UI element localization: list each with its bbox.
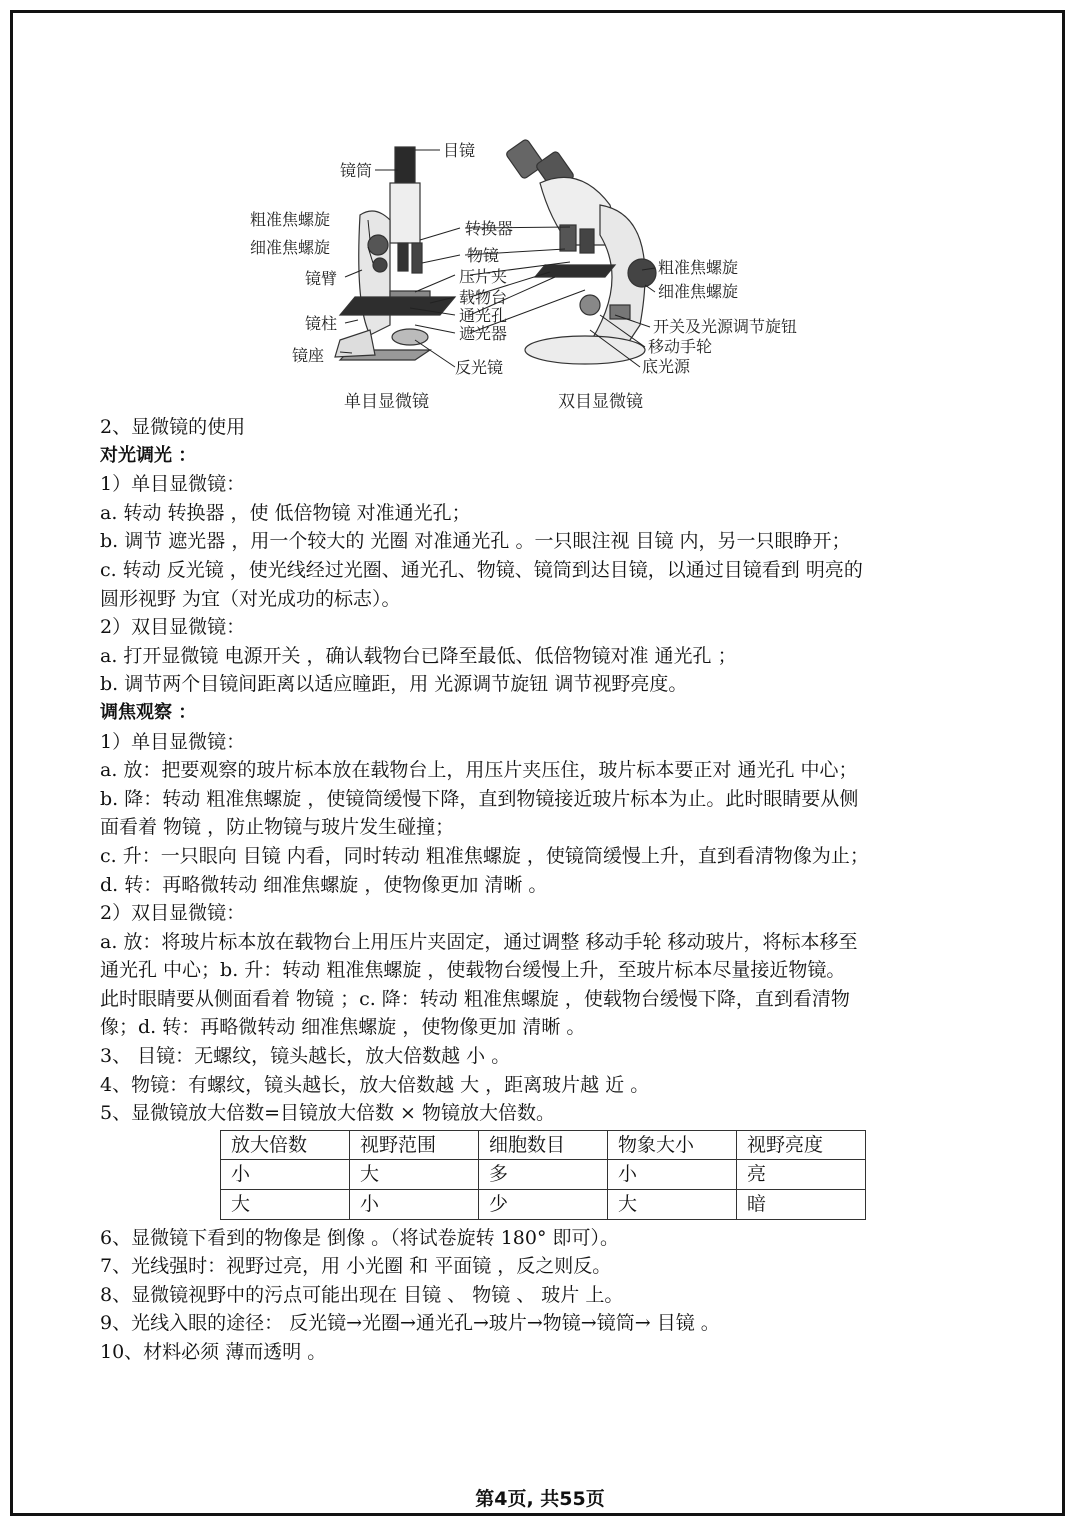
text-line: b. 调节两个目镜间距离以适应瞳距，用 光源调节旋钮 调节视野亮度。 — [100, 673, 688, 696]
text-line: 圆形视野 为宜（对光成功的标志）。 — [100, 587, 401, 610]
table-header-cell: 放大倍数 — [221, 1130, 350, 1160]
text-line: 4、物镜：有螺纹，镜头越长，放大倍数越 大 ，距离玻片越 近 。 — [100, 1073, 650, 1096]
table-cell: 大 — [221, 1190, 350, 1220]
table-header-cell: 物象大小 — [608, 1130, 737, 1160]
table-header-cell: 细胞数目 — [479, 1130, 608, 1160]
table-cell: 少 — [479, 1190, 608, 1220]
table-cell: 大 — [608, 1190, 737, 1220]
text-line: c. 转动 反光镜 ，使光线经过光圈、通光孔、物镜、镜筒到达目镜，以通过目镜看到 明亮的 — [100, 558, 863, 581]
label-coarse-focus-mono: 粗准焦螺旋 — [250, 210, 331, 229]
text-line: 2）双目显微镜： — [100, 616, 246, 639]
label-light-source: 底光源 — [642, 357, 691, 376]
label-arm: 镜臂 — [305, 269, 338, 288]
text-line: 8、显微镜视野中的污点可能出现在 目镜 、 物镜 、 玻片 上。 — [100, 1283, 624, 1306]
text-line: b. 调节 遮光器 ，用一个较大的 光圈 对准通光孔 。一只眼注视 目镜 内，另一只眼睁开； — [100, 530, 851, 553]
label-objective: 物镜 — [467, 246, 500, 265]
text-line: b. 降：转动 粗准焦螺旋 ，使镜筒缓慢下降，直到物镜接近玻片标本为止。此时眼睛要从侧 — [100, 787, 859, 810]
table-header-row — [221, 1130, 866, 1160]
table-cell: 小 — [608, 1160, 737, 1190]
table-row — [221, 1160, 866, 1190]
label-fine-focus-mono: 细准焦螺旋 — [250, 238, 331, 257]
text-line: 2、显微镜的使用 — [100, 416, 246, 438]
table-header-cell: 视野范围 — [350, 1130, 479, 1160]
text-line: 6、显微镜下看到的物像是 倒像 。（将试卷旋转 180° 即可）。 — [100, 1226, 620, 1249]
table-cell: 暗 — [737, 1190, 866, 1220]
microscope-figure — [240, 125, 840, 415]
label-stage-handwheel: 移动手轮 — [648, 337, 713, 356]
label-mirror: 反光镜 — [455, 358, 504, 377]
label-base: 镜座 — [292, 346, 325, 365]
text-line: 10、材料必须 薄而透明 。 — [100, 1341, 327, 1363]
section-heading: 对光调光 ： — [100, 444, 197, 466]
table-cell: 小 — [221, 1160, 350, 1190]
label-nosepiece: 转换器 — [465, 219, 514, 238]
text-line: 面看着 物镜 ，防止物镜与玻片发生碰撞； — [100, 816, 455, 839]
table-row — [221, 1190, 866, 1220]
label-tube: 镜筒 — [340, 161, 373, 180]
text-line: d. 转：再略微转动 细准焦螺旋 ，使物像更加 清晰 。 — [100, 873, 548, 896]
text-line: 3、 目镜：无螺纹，镜头越长，放大倍数越 小 。 — [100, 1045, 511, 1068]
text-line: 2）双目显微镜： — [100, 902, 246, 925]
text-line: 5、显微镜放大倍数=目镜放大倍数 × 物镜放大倍数。 — [100, 1102, 556, 1125]
text-line: a. 放：把要观察的玻片标本放在载物台上，用压片夹压住，玻片标本要正对 通光孔 中心； — [100, 759, 858, 782]
text-line: 1）单目显微镜： — [100, 473, 246, 496]
label-diaphragm: 遮光器 — [459, 324, 508, 343]
magnification-table — [220, 1130, 866, 1220]
text-line: 像；d. 转：再略微转动 细准焦螺旋 ，使物像更加 清晰 。 — [100, 1016, 586, 1039]
section-heading: 调焦观察 ： — [100, 701, 197, 723]
text-line: c. 升：一只眼向 目镜 内看，同时转动 粗准焦螺旋 ，使镜筒缓慢上升，直到看清物像为止； — [100, 844, 869, 867]
label-stage-clip: 压片夹 — [459, 267, 508, 286]
text-line: 此时眼睛要从侧面看着 物镜 ；c. 降：转动 粗准焦螺旋 ，使载物台缓慢下降，直到看清物 — [100, 987, 850, 1010]
caption-monocular: 单目显微镜 — [344, 392, 429, 412]
label-coarse-focus-bino: 粗准焦螺旋 — [658, 258, 739, 277]
text-line: 1）单目显微镜： — [100, 730, 246, 753]
document-body — [100, 413, 985, 1367]
text-line: 7、光线强时：视野过亮，用 小光圈 和 平面镜 ，反之则反。 — [100, 1255, 612, 1278]
text-line: 9、光线入眼的途径： 反光镜→光圈→通光孔→玻片→物镜→镜筒→ 目镜 。 — [100, 1312, 720, 1335]
label-light-switch: 开关及光源调节旋钮 — [653, 317, 798, 336]
label-pillar: 镜柱 — [305, 314, 338, 333]
label-aperture: 通光孔 — [459, 306, 508, 325]
label-eyepiece: 目镜 — [443, 141, 476, 160]
text-line: a. 放：将玻片标本放在载物台上用压片夹固定，通过调整 移动手轮 移动玻片，将标本移至 — [100, 930, 858, 953]
table-cell: 亮 — [737, 1160, 866, 1190]
table-cell: 多 — [479, 1160, 608, 1190]
label-stage: 载物台 — [459, 288, 508, 307]
text-line: a. 转动 转换器 ，使 低倍物镜 对准通光孔； — [100, 501, 471, 524]
caption-binocular: 双目显微镜 — [558, 392, 643, 412]
text-line: 通光孔 中心；b. 升：转动 粗准焦螺旋 ，使载物台缓慢上升，至玻片标本尽量接近物镜。 — [100, 959, 846, 982]
table-header-cell: 视野亮度 — [737, 1130, 866, 1160]
table-cell: 小 — [350, 1190, 479, 1220]
text-line: a. 打开显微镜 电源开关 ，确认载物台已降至最低、低倍物镜对准 通光孔 ； — [100, 644, 737, 667]
label-fine-focus-bino: 细准焦螺旋 — [658, 282, 739, 301]
page-number: 第4页, 共55页 — [475, 1488, 605, 1510]
table-cell: 大 — [350, 1160, 479, 1190]
